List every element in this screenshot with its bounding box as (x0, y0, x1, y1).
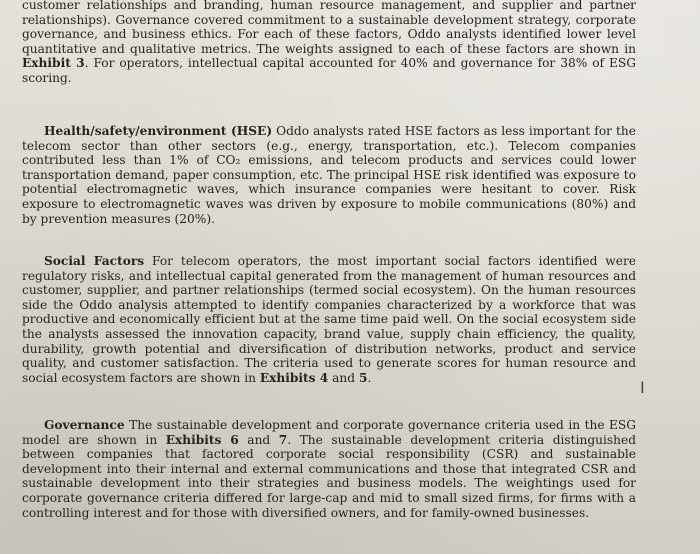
paragraph-text: . (367, 370, 372, 385)
section-heading-social: Social Factors (44, 254, 145, 268)
exhibit-reference: 7 (278, 432, 288, 447)
paragraph-text: and (328, 370, 359, 385)
paragraph-text: . The sustainable development criteria distinguished between companies that factored corporate social responsibility (CSR) and sustainable development into their internal and external communications and those that integrated CSR and sustainable development into their strategies and business models. The weightings used for corporate governance criteria differed for large-cap and mid to small sized firms, for firms with a controlling interest and for those with diversified owners, and for family-owned businesses. (22, 432, 636, 520)
paragraph-social-factors (22, 254, 636, 385)
section-heading-governance: Governance (44, 418, 125, 432)
paragraph-text: and (238, 432, 279, 447)
paragraph-hse (22, 124, 636, 226)
exhibit-reference: 5 (358, 370, 368, 385)
text-cursor-icon: I (640, 378, 645, 397)
paragraph-text: customer relationships and branding, human resource management, and supplier and partner relationships). Governance covered commitment to a sustainable development strategy, corporate governance, and business ethics. For each of these factors, Oddo analysts identified lower level quantitative and qualitative metrics. The weights assigned to each of these factors are shown in (22, 0, 636, 56)
paragraph-esg-factors (22, 0, 636, 86)
section-heading-hse: Health/safety/environment (HSE) (44, 124, 273, 138)
paragraph-text: For telecom operators, the most important social factors identified were regulatory risks, and intellectual capital generated from the management of human resources and customer, supplier, and partner relationships (termed social ecosystem). On the human resources side the Oddo analysis attempted to identify companies characterized by a workforce that was productive and economically efficient but at the same time paid well. On the social ecosystem side the analysts assessed the innovation capacity, brand value, supply chain efficiency, the quality, durability, growth potential and diversification of distribution networks, product and service quality, and customer satisfaction. The criteria used to generate scores for human resource and social ecosystem factors are shown in (22, 254, 636, 385)
exhibit-reference: Exhibits 4 (259, 370, 329, 385)
exhibit-reference: Exhibit 3 (22, 56, 85, 71)
paragraph-text: . For operators, intellectual capital accounted for 40% and governance for 38% of ESG scoring. (22, 56, 636, 85)
paragraph-text: The sustainable development and corporate governance criteria used in the ESG model are shown in (22, 418, 636, 447)
exhibit-reference: Exhibits 6 (165, 432, 239, 447)
paragraph-governance (22, 418, 636, 520)
paragraph-text: Oddo analysts rated HSE factors as less important for the telecom sector than other sectors (e.g., energy, transportation, etc.). Telecom companies contributed less than 1% of CO₂ emissions, and telecom products and services could lower transportation demand, paper consumption, etc. The principal HSE risk identified was exposure to potential electromagnetic waves, which insurance companies were hesitant to cover. Risk exposure to electromagnetic waves was driven by exposure to mobile communications (80%) and by prevention measures (20%). (22, 124, 636, 226)
